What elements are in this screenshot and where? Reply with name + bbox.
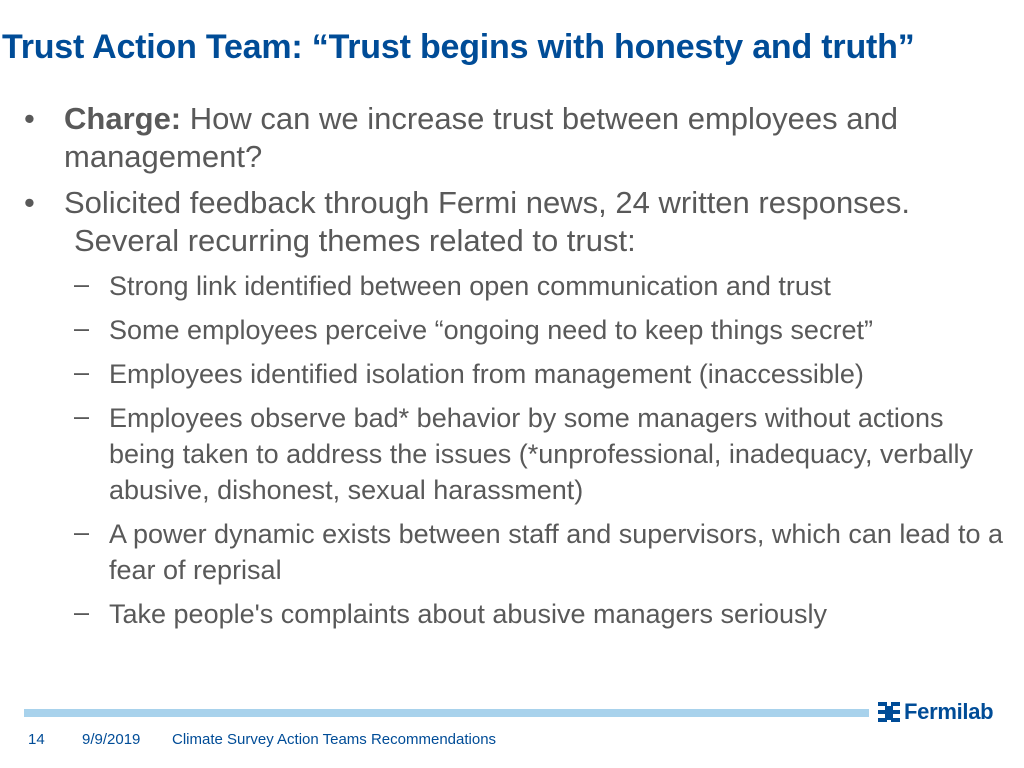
- footer-title: Climate Survey Action Teams Recommendations: [172, 731, 497, 748]
- sub-bullet: [22, 312, 1012, 348]
- sub-bullet-text: A power dynamic exists between staff and supervisors, which can lead to a fear of reprisal: [109, 519, 1003, 585]
- page-number: 14: [28, 731, 45, 748]
- sub-bullet: [22, 268, 1012, 304]
- sub-bullet-text: Some employees perceive “ongoing need to keep things secret”: [109, 315, 873, 345]
- slide-body: [22, 100, 1012, 640]
- sub-bullet-marker: –: [74, 401, 90, 431]
- footer-divider-bar: [24, 709, 869, 717]
- bullet-marker: •: [24, 185, 35, 220]
- sub-bullet-text: Take people's complaints about abusive managers seriously: [109, 599, 828, 629]
- bullet-feedback: [22, 184, 1012, 260]
- sub-bullet-marker: –: [74, 517, 90, 547]
- sub-bullet-text: Employees observe bad* behavior by some managers without actions being taken to address the issues (*unprofessional, inadequacy, verbally abusive, dishonest, sexual harassment): [109, 403, 974, 505]
- fermilab-logo: [876, 699, 993, 725]
- sub-bullet-marker: –: [74, 357, 90, 387]
- bullet-text: How can we increase trust between employees and management?: [64, 101, 898, 174]
- sub-bullet-text: Strong link identified between open communication and trust: [109, 271, 831, 301]
- sub-bullet: [22, 356, 1012, 392]
- sub-bullet: [22, 516, 1012, 588]
- bullet-label-charge: Charge:: [64, 101, 182, 136]
- fermilab-logo-icon: [876, 699, 902, 725]
- sub-bullet-marker: –: [74, 597, 90, 627]
- bullet-marker: •: [24, 101, 35, 136]
- bullet-continuation: Several recurring themes related to trust:: [74, 223, 636, 258]
- sub-bullet-marker: –: [74, 313, 90, 343]
- bullet-charge: [22, 100, 1012, 176]
- sub-bullet-marker: –: [74, 269, 90, 299]
- sub-bullet: [22, 596, 1012, 632]
- sub-bullet-text: Employees identified isolation from management (inaccessible): [109, 359, 864, 389]
- sub-bullet: [22, 400, 1012, 508]
- logo-text: Fermilab: [904, 699, 994, 724]
- footer-date: 9/9/2019: [82, 731, 141, 748]
- slide-title: Trust Action Team: “Trust begins with honesty and truth”: [2, 28, 915, 66]
- bullet-text: Solicited feedback through Fermi news, 24 written responses.: [64, 185, 911, 220]
